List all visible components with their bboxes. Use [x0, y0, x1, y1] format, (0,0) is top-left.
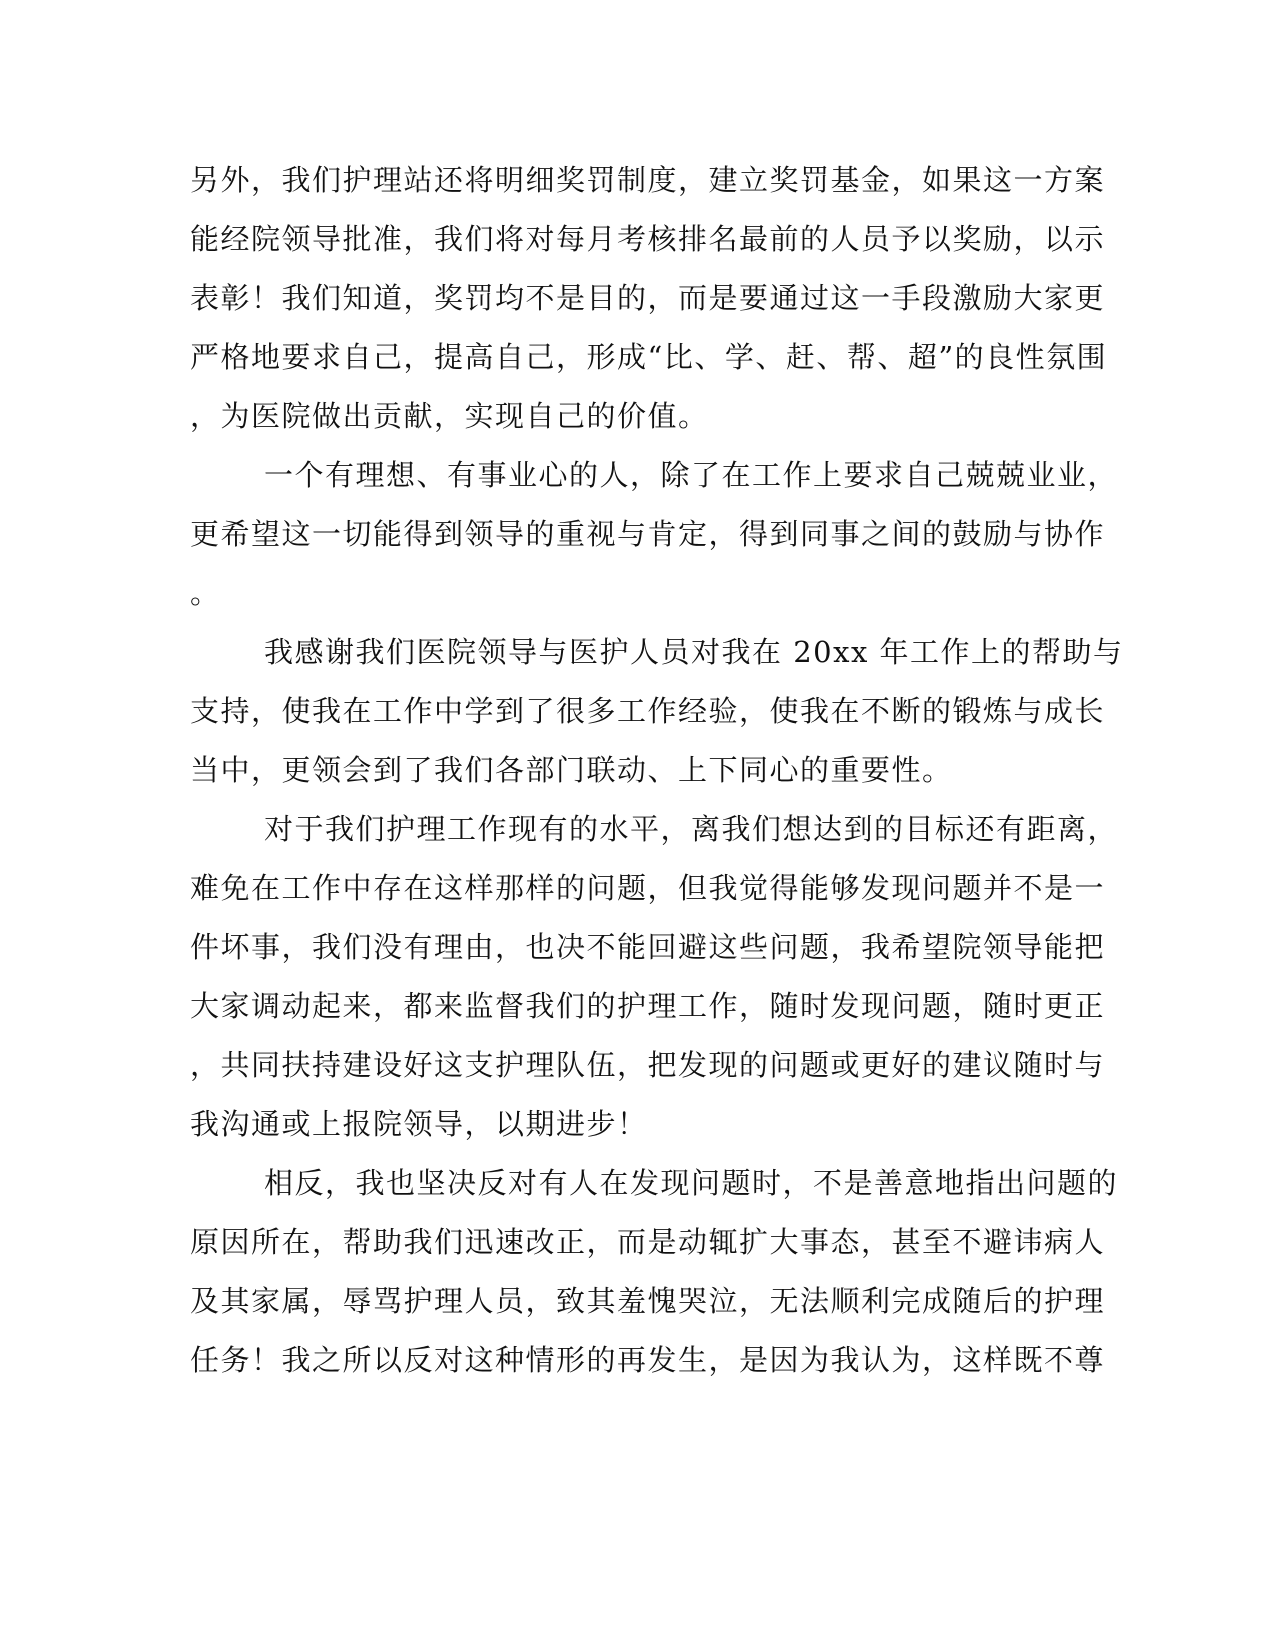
text-line: 。: [190, 576, 221, 610]
text-line: 对于我们护理工作现有的水平，离我们想达到的目标还有距离，: [264, 812, 1119, 846]
text-line: 更希望这一切能得到领导的重视与肯定，得到同事之间的鼓励与协作: [190, 517, 1106, 551]
text-line: 件坏事，我们没有理由，也决不能回避这些问题，我希望院领导能把: [190, 930, 1106, 964]
text-line: ，共同扶持建设好这支护理队伍，把发现的问题或更好的建议随时与: [190, 1048, 1106, 1082]
text-line: 严格地要求自己，提高自己，形成“比、学、赶、帮、超”的良性氛围: [190, 340, 1108, 374]
text-line: 大家调动起来，都来监督我们的护理工作，随时发现问题，随时更正: [190, 989, 1106, 1023]
text-line: 及其家属，辱骂护理人员，致其羞愧哭泣，无法顺利完成随后的护理: [190, 1284, 1106, 1318]
text-line: 任务！我之所以反对这种情形的再发生，是因为我认为，这样既不尊: [190, 1343, 1106, 1377]
text-line: 当中，更领会到了我们各部门联动、上下同心的重要性。: [190, 753, 953, 787]
text-line: 相反，我也坚决反对有人在发现问题时，不是善意地指出问题的: [264, 1166, 1119, 1200]
text-line: 支持，使我在工作中学到了很多工作经验，使我在不断的锻炼与成长: [190, 694, 1106, 728]
text-line: 能经院领导批准，我们将对每月考核排名最前的人员予以奖励，以示: [190, 222, 1106, 256]
text-line: 原因所在，帮助我们迅速改正，而是动辄扩大事态，甚至不避讳病人: [190, 1225, 1106, 1259]
text-line: ，为医院做出贡献，实现自己的价值。: [190, 399, 709, 433]
text-line: 另外，我们护理站还将明细奖罚制度，建立奖罚基金，如果这一方案: [190, 163, 1106, 197]
text-line: 我感谢我们医院领导与医护人员对我在 20xx 年工作上的帮助与: [264, 635, 1124, 669]
text-line: 我沟通或上报院领导，以期进步！: [190, 1107, 648, 1141]
text-line: 难免在工作中存在这样那样的问题，但我觉得能够发现问题并不是一: [190, 871, 1106, 905]
text-line: 表彰！我们知道，奖罚均不是目的，而是要通过这一手段激励大家更: [190, 281, 1106, 315]
text-line: 一个有理想、有事业心的人，除了在工作上要求自己兢兢业业，: [264, 458, 1119, 492]
